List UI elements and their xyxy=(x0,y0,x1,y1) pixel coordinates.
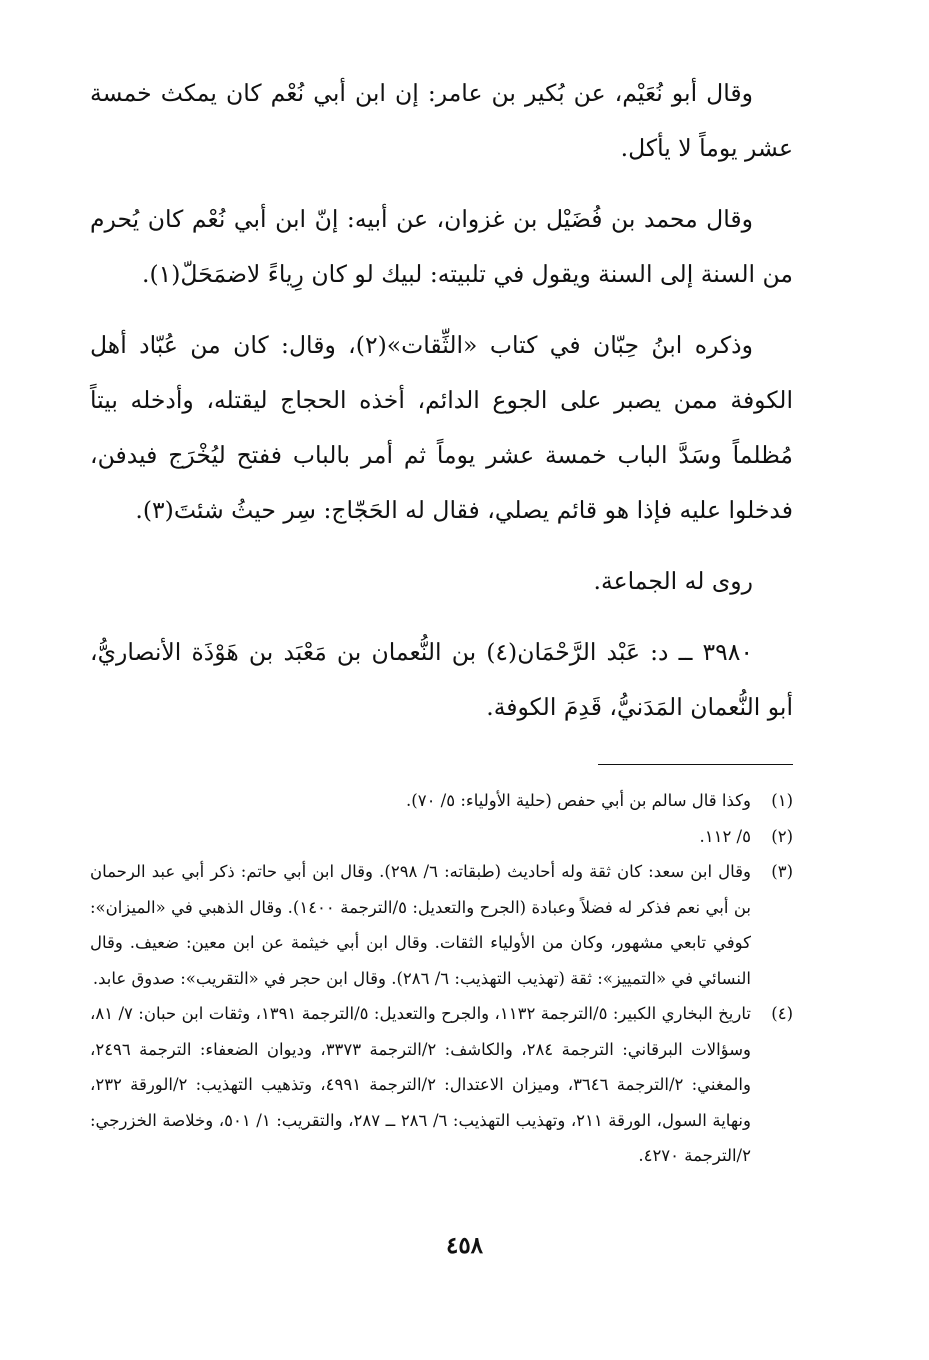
footnote-text: ٥/ ١١٢. xyxy=(699,826,751,846)
footnote-3 xyxy=(90,854,793,996)
paragraph-1: وقال أبو نُعَيْم، عن بُكير بن عامر: إن ابن أبي نُعْم كان يمكث خمسة عشر يوماً لا يأكل. xyxy=(90,79,793,162)
paragraph-2: وقال محمد بن فُضَيْل بن غزوان، عن أبيه: إنّ ابن أبي نُعْم كان يُحرم من السنة إلى السنة ويقول في تلبيته: لبيك لو كان رِياءً لاضمَحَلّ(١). xyxy=(90,205,793,288)
footnote-text: وقال ابن سعد: كان ثقة وله أحاديث (طبقاته: ٦/ ٢٩٨). وقال ابن أبي حاتم: ذكر أبي عبد الرحمان بن أبي نعم فذكر له فضلاً وعبادة (الجرح والتعديل: ٥/الترجمة ١٤٠٠). وقال الذهبي في «الميزان»: كوفي تابعي مشهور، وكان من الأولياء الثقات. وقال ابن أبي خيثمة عن ابن معين: ضعيف. وقال النسائي في «التمييز»: ثقة (تهذيب التهذيب: ٦/ ٢٨٦). وقال ابن حجر في «التقريب»: صدوق عابد. xyxy=(90,862,752,988)
book-page xyxy=(90,66,793,1296)
footnote-number: (٣) xyxy=(771,862,793,881)
footnote-4 xyxy=(90,996,793,1174)
footnote-text: وكذا قال سالم بن أبي حفص (حلية الأولياء: ٥/ ٧٠). xyxy=(406,791,751,810)
main-text xyxy=(90,66,793,735)
footnotes xyxy=(90,783,793,1174)
footnote-number: (٢) xyxy=(771,826,793,846)
paragraph-4: روى له الجماعة. xyxy=(593,567,753,595)
footnote-1 xyxy=(90,783,793,819)
footnote-2 xyxy=(90,819,793,855)
footnote-number: (٤) xyxy=(771,1004,793,1023)
page-number: ٤٥٨ xyxy=(445,1232,484,1259)
footnote-separator xyxy=(598,764,793,765)
footnote-number: (١) xyxy=(771,791,793,810)
footnote-text: تاريخ البخاري الكبير: ٥/الترجمة ١١٣٢، والجرح والتعديل: ٥/الترجمة ١٣٩١، وثقات ابن حبان: ٧/ ٨١، وسؤالات البرقاني: الترجمة ٢٨٤، والكاشف: ٢/الترجمة ٣٣٧٣، وديوان الضعفاء: الترجمة ٢٤٩٦، والمغني: ٢/الترجمة ٣٦٤٦، وميزان الاعتدال: ٢/الترجمة ٤٩٩١، وتذهيب التهذيب: ٢/الورقة ٢٣٢، ونهاية السول، الورقة ٢١١، وتهذيب التهذيب: ٦/ ٢٨٦ ــ ٢٨٧، والتقريب: ١/ ٥٠١، وخلاصة الخزرجي: ٢/الترجمة ٤٢٧٠. xyxy=(90,1004,752,1165)
entry-3980-heading: ٣٩٨٠ ــ د: عَبْد الرَّحْمَان(٤) بن النُّعمان بن مَعْبَد بن هَوْذَة الأنصاريُّ، أبو النُّعمان المَدَنيُّ، قَدِمَ الكوفة. xyxy=(90,638,793,721)
paragraph-3: وذكره ابنُ حِبّان في كتاب «الثِّقات»(٢)، وقال: كان من عُبّاد أهل الكوفة ممن يصبر على الجوع الدائم، أخذه الحجاج ليقتله، وأدخله بيتاً مُظلماً وسَدَّ الباب خمسة عشر يوماً ثم أمر بالباب ففتح ليُخْرَج فيدفن، فدخلوا عليه فإذا هو قائم يصلي، فقال له الحَجّاج: سِر حيثُ شئتَ(٣). xyxy=(90,331,793,524)
